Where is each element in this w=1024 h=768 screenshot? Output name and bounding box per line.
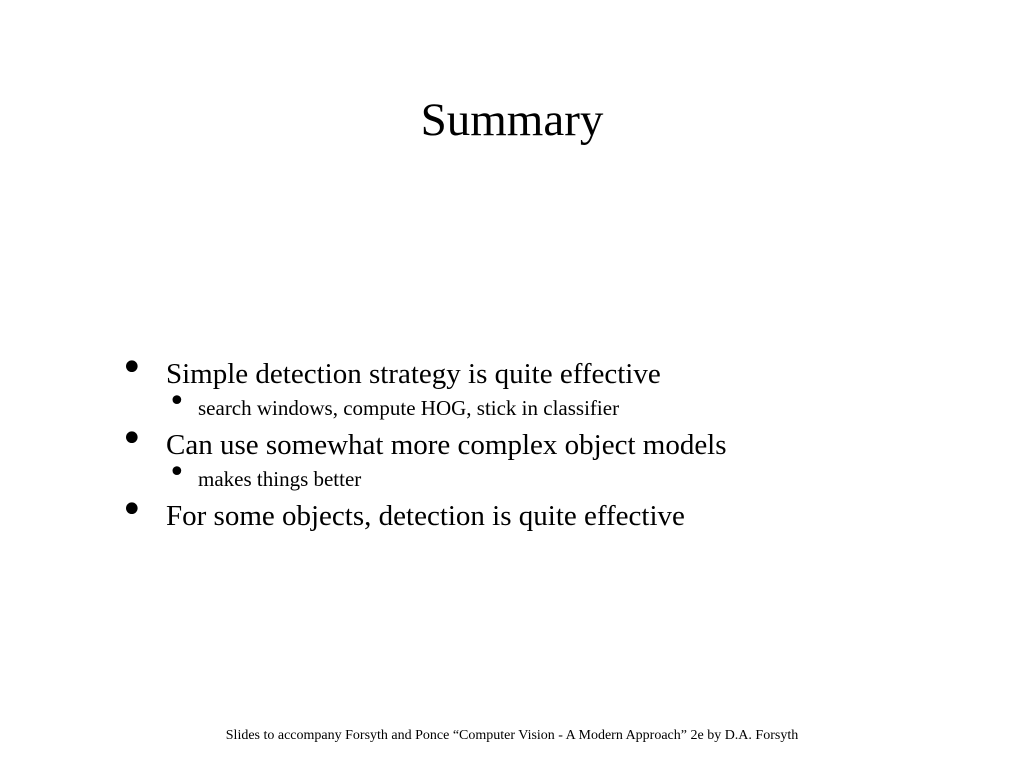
slide-title: Summary <box>420 94 604 146</box>
bullet-text: Simple detection strategy is quite effective <box>166 358 661 390</box>
bullet-icon: • <box>120 416 144 462</box>
slide-footer: Slides to accompany Forsyth and Ponce “Computer Vision - A Modern Approach” 2e by D.A. Forsyth <box>225 728 799 743</box>
bullet-text: For some objects, detection is quite effective <box>166 500 685 532</box>
bullet-icon: • <box>120 487 144 533</box>
bullet-icon: • <box>120 345 144 391</box>
sub-bullet-icon: • <box>168 455 186 490</box>
bullet-text: Can use somewhat more complex object models <box>166 429 727 461</box>
sub-bullet-text: makes things better <box>198 467 362 491</box>
sub-bullet-text: search windows, compute HOG, stick in classifier <box>198 396 620 420</box>
sub-bullet-icon: • <box>168 384 186 419</box>
